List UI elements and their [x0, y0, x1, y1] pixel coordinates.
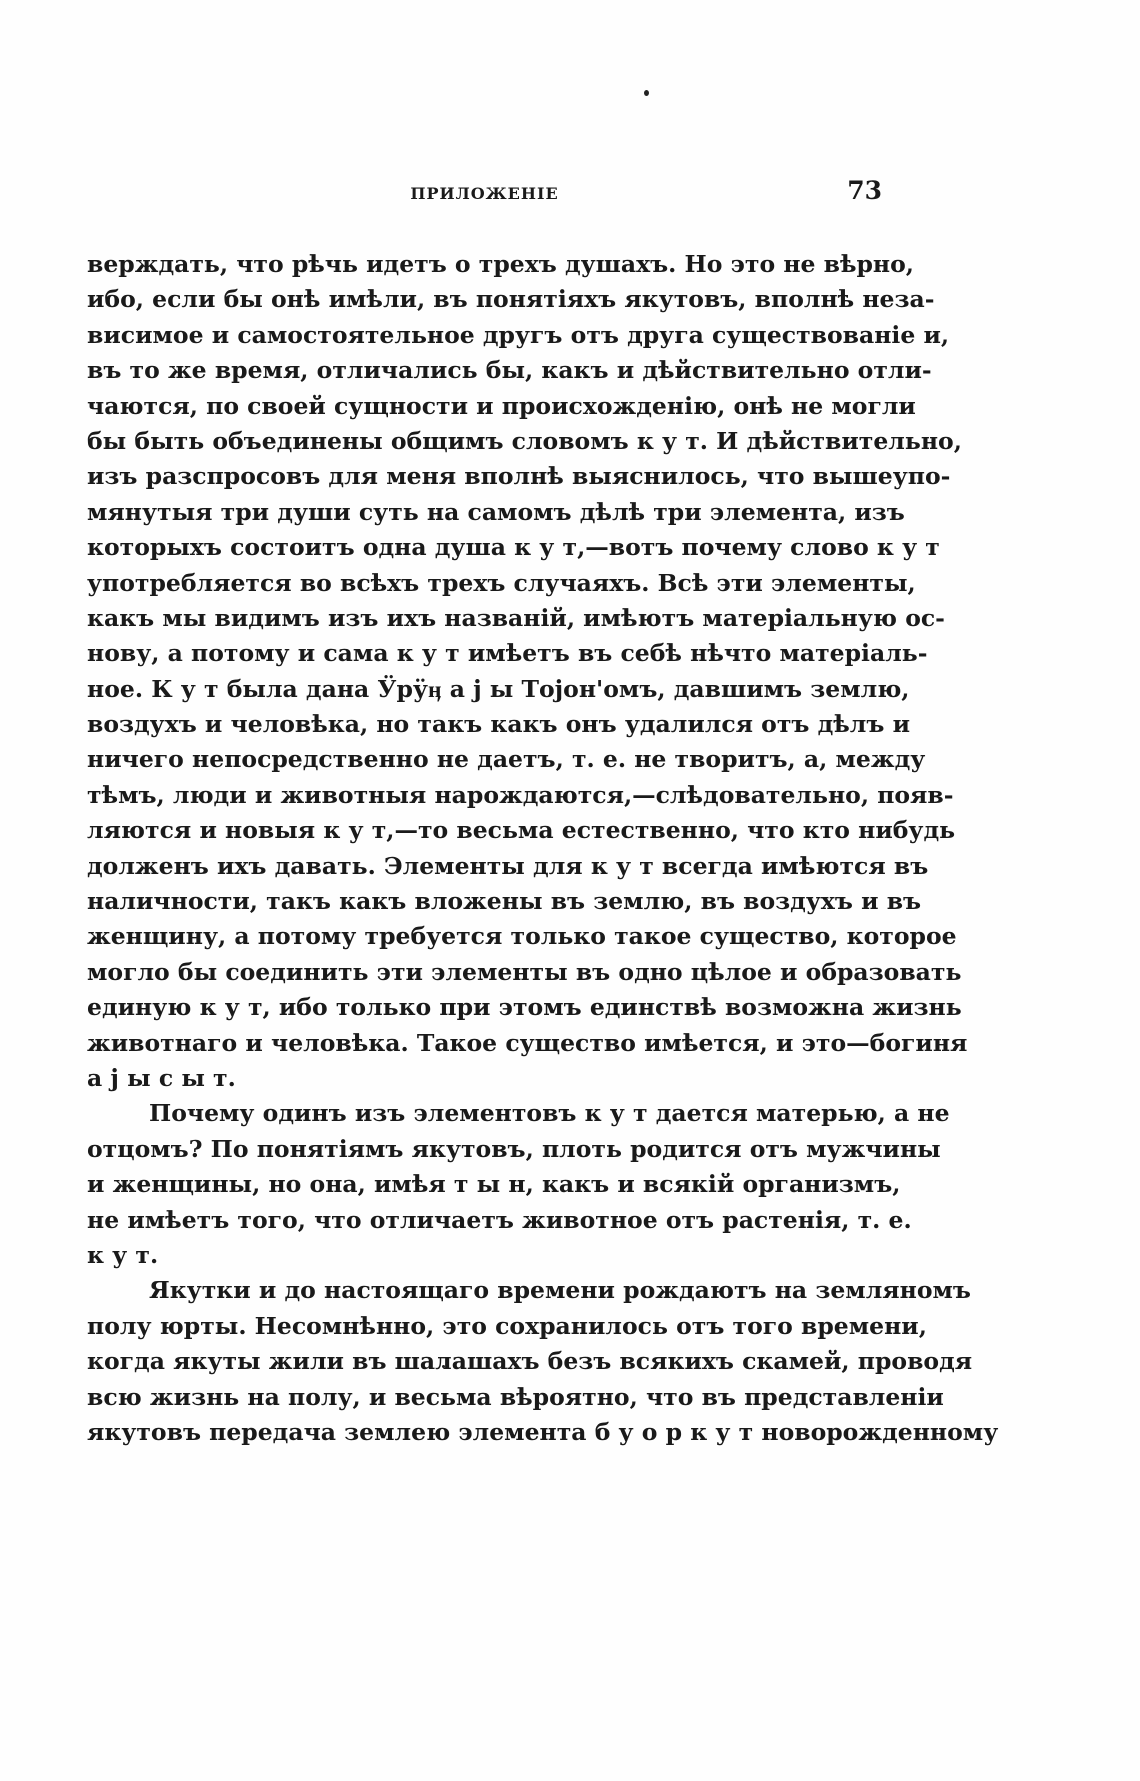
- text-line: женщину, а потому требуется только такое существо, которое: [87, 922, 957, 951]
- page-header: [87, 176, 882, 216]
- text-line: верждать, что рѣчь идетъ о трехъ душахъ. Но это не вѣрно,: [87, 250, 914, 278]
- text-line: к у т.: [87, 1240, 159, 1269]
- paragraph-3: [87, 1273, 999, 1450]
- text-line: ляются и новыя к у т,—то весьма естественно, что кто нибудь: [87, 816, 956, 845]
- text-line: Почему одинъ изъ элементовъ к у т дается матерью, а не: [149, 1099, 950, 1128]
- text-line: и женщины, но она, имѣя т ы н, какъ и всякій организмъ,: [87, 1170, 901, 1199]
- text-line: изъ разспросовъ для меня вполнѣ выяснилось, что вышеупо-: [87, 462, 951, 491]
- text-line: бы быть объединены общимъ словомъ к у т. И дѣйствительно,: [87, 426, 962, 455]
- text-line: не имѣетъ того, что отличаетъ животное отъ растенія, т. е.: [87, 1205, 912, 1234]
- paragraph-2: [87, 1096, 950, 1273]
- text-line: употребляется во всѣхъ трехъ случаяхъ. Всѣ эти элементы,: [87, 568, 916, 597]
- text-line: ное. К у т была дана Ӱрӱӊ а j ы Тојон'омъ, давшимъ землю,: [87, 674, 910, 703]
- text-line: ибо, если бы онѣ имѣли, въ понятіяхъ якутовъ, вполнѣ неза-: [87, 285, 935, 314]
- text-line: висимое и самостоятельное другъ отъ друга существованіе и,: [87, 320, 950, 349]
- text-line: когда якуты жили въ шалашахъ безъ всякихъ скамей, проводя: [87, 1347, 973, 1376]
- page-number: 73: [847, 176, 882, 205]
- running-title: ПРИЛОЖЕНІЕ: [410, 184, 559, 203]
- text-line: отцомъ? По понятіямъ якутовъ, плоть родится отъ мужчины: [87, 1134, 941, 1163]
- text-line: мянутыя три души суть на самомъ дѣлѣ три элемента, изъ: [87, 497, 905, 526]
- text-line: воздухъ и человѣка, но такъ какъ онъ удалился отъ дѣлъ и: [87, 710, 911, 739]
- text-line: въ то же время, отличались бы, какъ и дѣйствительно отли-: [87, 356, 932, 385]
- text-line: чаются, по своей сущности и происхожденію, онѣ не могли: [87, 391, 916, 420]
- body-text: [87, 247, 999, 1450]
- text-line: тѣмъ, люди и животныя нарождаются,—слѣдовательно, появ-: [87, 780, 954, 809]
- text-line: якутовъ передача землею элемента б у о р к у т новорожденному: [87, 1417, 999, 1446]
- text-line: долженъ ихъ давать. Элементы для к у т всегда имѣются въ: [87, 851, 929, 880]
- text-line: нову, а потому и сама к у т имѣетъ въ себѣ нѣчто матеріаль-: [87, 639, 928, 668]
- text-line: а j ы с ы т.: [87, 1063, 236, 1092]
- text-line: животнаго и человѣка. Такое существо имѣется, и это—богиня: [87, 1028, 968, 1057]
- text-line: Якутки и до настоящаго времени рождаютъ на земляномъ: [149, 1276, 971, 1305]
- text-line: всю жизнь на полу, и весьма вѣроятно, что въ представленіи: [87, 1382, 944, 1411]
- paragraph-1: [87, 247, 968, 1096]
- ink-speck-top: [644, 90, 649, 96]
- text-line: наличности, такъ какъ вложены въ землю, въ воздухъ и въ: [87, 887, 922, 916]
- text-line: какъ мы видимъ изъ ихъ названій, имѣютъ матеріальную ос-: [87, 603, 945, 632]
- text-line: которыхъ состоитъ одна душа к у т,—вотъ почему слово к у т: [87, 533, 940, 562]
- text-line: полу юрты. Несомнѣнно, это сохранилось отъ того времени,: [87, 1311, 927, 1340]
- text-line: единую к у т, ибо только при этомъ единствѣ возможна жизнь: [87, 993, 962, 1022]
- text-line: ничего непосредственно не даетъ, т. е. не творитъ, а, между: [87, 745, 926, 774]
- text-line: могло бы соединить эти элементы въ одно цѣлое и образовать: [87, 957, 962, 986]
